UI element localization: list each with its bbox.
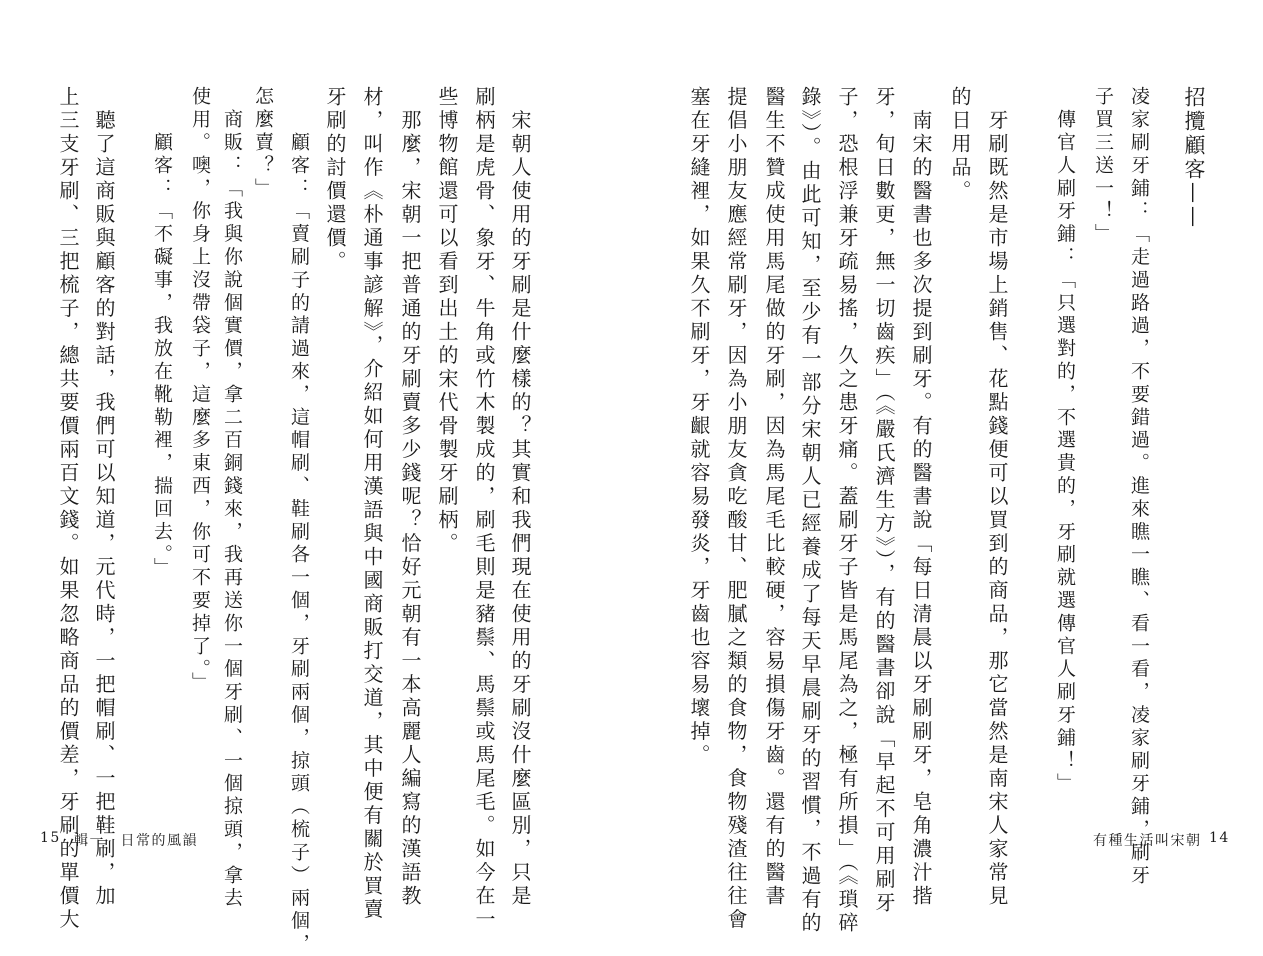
body-text-column: 宋朝人使用的牙刷是什麼樣的？其實和我們現在使用的牙刷沒什麼區別，只是 — [508, 86, 532, 909]
body-text-column: 上三支牙刷、三把梳子，總共要價兩百文錢。如果忽略商品的價差，牙刷的單價大 — [56, 86, 80, 932]
running-section-title: 輯一 日常的風韻 — [74, 833, 198, 849]
dialogue-line: 凌家刷牙鋪：「走過路過，不要錯過。進來瞧一瞧、看一看，凌家刷牙鋪，刷牙 — [1128, 86, 1150, 888]
dialogue-line: 顧客：「不礙事，我放在靴勒裡，揣回去。」 — [151, 86, 173, 581]
right-page — [631, 0, 1263, 936]
section-heading: 招攬顧客—— — [1182, 86, 1206, 230]
page-number: 14 — [1209, 830, 1230, 846]
body-text-column: 刷柄是虎骨、象牙、牛角或竹木製成的，刷毛則是豬鬃、馬鬃或馬尾毛。如今在一 — [472, 86, 496, 932]
body-text-column: 材，叫作《朴通事諺解》，介紹如何用漢語與中國商販打交道，其中便有關於買賣 — [360, 86, 384, 922]
body-text-column: 提倡小朋友應經常刷牙，因為小朋友貪吃酸甘、肥膩之類的食物，食物殘渣往往會 — [724, 86, 748, 932]
body-text-column: 子，恐根浮兼牙疏易搖，久之患牙痛。蓋刷牙子皆是馬尾為之，極有所損」（《瑣碎 — [835, 86, 859, 936]
body-text-column: 些博物館還可以看到出土的宋代骨製牙刷柄。 — [435, 86, 459, 556]
body-text-column: 那麼，宋朝一把普通的牙刷賣多少錢呢？恰好元朝有一本高麗人編寫的漢語教 — [398, 86, 422, 909]
body-text-column: 的日用品。 — [948, 86, 972, 204]
body-text-column: 牙，旬日數更，無一切齒疾」（《嚴氏濟生方》），有的醫書卻說「早起不可用刷牙 — [872, 86, 896, 916]
body-text-column: 聽了這商販與顧客的對話，我們可以知道，元代時，一把帽刷、一把鞋刷，加 — [92, 86, 116, 909]
body-text-column: 牙刷既然是市場上銷售、花點錢便可以買到的商品，那它當然是南宋人家常見 — [985, 86, 1009, 909]
body-text-column: 塞在牙縫裡，如果久不刷牙，牙齦就容易發炎，牙齒也容易壞掉。 — [687, 86, 711, 768]
body-text-column: 南宋的醫書也多次提到刷牙。有的醫書說「每日清晨以牙刷刷牙，皂角濃汁揩 — [909, 86, 933, 909]
body-text-column: 牙刷的討價還價。 — [323, 86, 347, 274]
dialogue-line: 顧客：「賣刷子的請過來，這帽刷、鞋刷各一個，牙刷兩個，掠頭（梳子）兩個， — [288, 86, 310, 956]
body-text-column: 錄》）。由此可知，至少有一部分宋朝人已經養成了每天早晨刷牙的習慣，不過有的 — [798, 86, 822, 936]
dialogue-line: 使用。噢，你身上沒帶袋子，這麼多東西，你可不要掉了。」 — [189, 86, 211, 695]
page-number: 15 — [40, 830, 61, 846]
running-title: 有種生活叫宋朝 — [1093, 833, 1202, 849]
dialogue-line: 商販：「我與你說個實價，拿二百銅錢來，我再送你一個牙刷、一個掠頭，拿去 — [221, 86, 243, 911]
left-page — [0, 0, 631, 956]
body-text-column: 醫生不贊成使用馬尾做的牙刷，因為馬尾毛比較硬，容易損傷牙齒。還有的醫書 — [762, 86, 786, 909]
dialogue-line: 怎麼賣？」 — [252, 86, 274, 201]
dialogue-line: 傳官人刷牙鋪：「只選對的，不選貴的，牙刷就選傳官人刷牙鋪！」 — [1054, 86, 1076, 796]
dialogue-line: 子買三送一！」 — [1092, 86, 1114, 247]
